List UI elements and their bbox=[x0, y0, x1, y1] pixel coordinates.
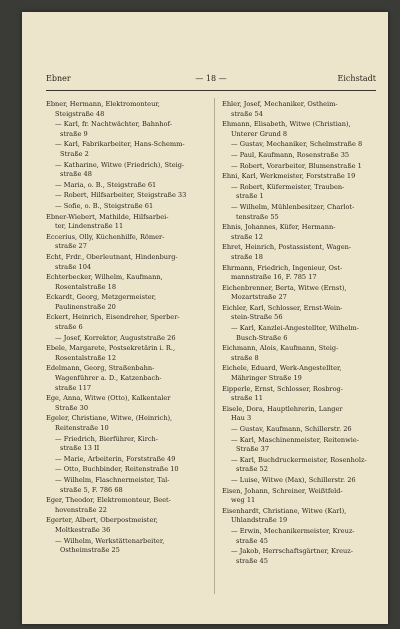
directory-entry bbox=[222, 456, 382, 475]
directory-entry bbox=[222, 162, 382, 172]
directory-entry bbox=[46, 364, 208, 393]
directory-entry bbox=[222, 243, 382, 262]
entry-continuation-line: straße 27 bbox=[55, 242, 87, 251]
entry-name-line: — Gustav, Mechaniker, Schelmstraße 8 bbox=[231, 140, 363, 149]
entry-continuation-line: Ostheimstraße 25 bbox=[60, 546, 120, 555]
entry-name-line: Eichmann, Alois, Kaufmann, Steig- bbox=[222, 344, 339, 353]
header-right-keyword: Eichstadt bbox=[337, 74, 376, 83]
entry-continuation-line: stein-Straße 56 bbox=[231, 313, 283, 322]
column-divider bbox=[214, 98, 215, 594]
directory-entry bbox=[46, 334, 208, 344]
entry-name-line: — Wilhelm, Werkstättenarbeiter, bbox=[55, 536, 165, 545]
entry-name-line: Ehmann, Elisabeth, Witwe (Christian), bbox=[222, 120, 351, 129]
entry-name-line: — Robert, Hilfsarbeiter, Steigstraße 33 bbox=[55, 191, 187, 200]
entry-continuation-line: straße 11 bbox=[231, 394, 263, 403]
header-left-keyword: Ebner bbox=[46, 74, 71, 83]
entry-name-line: — Paul, Kaufmann, Rosenstraße 35 bbox=[231, 150, 350, 159]
entry-continuation-line: Hau 3 bbox=[231, 414, 252, 423]
entry-name-line: Ehrmann, Friedrich, Ingenieur, Ost- bbox=[222, 263, 343, 272]
entry-continuation-line: Unterer Grund 8 bbox=[231, 129, 288, 138]
entry-name-line: Ehni, Karl, Werkmeister, Forststraße 19 bbox=[222, 172, 356, 181]
directory-entry bbox=[222, 203, 382, 222]
entry-name-line: — Josef, Korrektor, Auguststraße 26 bbox=[55, 333, 176, 342]
entry-continuation-line: straße 45 bbox=[236, 556, 268, 565]
entry-continuation-line: Steigstraße 48 bbox=[55, 109, 105, 118]
entry-continuation-line: Rosentalstraße 12 bbox=[55, 353, 117, 362]
directory-entry bbox=[46, 394, 208, 413]
entry-name-line: Eisen, Johann, Schreiner, Weißtfeld- bbox=[222, 486, 343, 495]
directory-entry bbox=[46, 140, 208, 159]
directory-entry bbox=[222, 385, 382, 404]
entry-name-line: Egeler, Christiane, Witwe, (Heinrich), bbox=[46, 414, 173, 423]
entry-name-line: Eisele, Dora, Hauptlehrerin, Langer bbox=[222, 404, 343, 413]
entry-name-line: Ehret, Heinrich, Postassistent, Wagen- bbox=[222, 243, 352, 252]
directory-entry bbox=[222, 304, 382, 323]
entry-continuation-line: Wagenführer a. D., Katzenbach- bbox=[55, 374, 162, 383]
directory-entry bbox=[222, 223, 382, 242]
entry-continuation-line: straße 13 II bbox=[60, 444, 100, 453]
entry-continuation-line: straße 117 bbox=[55, 383, 92, 392]
entry-continuation-line: Uhlandstraße 19 bbox=[231, 516, 288, 525]
entry-continuation-line: straße 45 bbox=[236, 536, 268, 545]
entry-continuation-line: straße 54 bbox=[231, 109, 263, 118]
entry-name-line: — Luise, Witwe (Max), Schillerstr. 26 bbox=[231, 475, 356, 484]
entry-name-line: — Sofie, o. B., Steigstraße 61 bbox=[55, 201, 154, 210]
entry-name-line: Ebele, Margarete, Postsekretärin i. R., bbox=[46, 344, 176, 353]
directory-entry bbox=[222, 284, 382, 303]
directory-entry bbox=[222, 324, 382, 343]
left-column bbox=[46, 100, 208, 557]
entry-continuation-line: ter, Lindenstraße 11 bbox=[55, 222, 124, 231]
entry-name-line: — Karl, Fabrikarbeiter, Hans-Schemm- bbox=[55, 140, 185, 149]
directory-entry bbox=[222, 364, 382, 383]
entry-continuation-line: Straße 37 bbox=[236, 445, 270, 454]
entry-continuation-line: Mozartstraße 27 bbox=[231, 293, 287, 302]
directory-entry bbox=[46, 233, 208, 252]
entry-continuation-line: Straße 2 bbox=[60, 149, 89, 158]
directory-entry bbox=[222, 183, 382, 202]
directory-entry bbox=[46, 213, 208, 232]
entry-name-line: — Gustav, Kaufmann, Schillerstr. 26 bbox=[231, 425, 352, 433]
entry-continuation-line: Moltkestraße 36 bbox=[55, 525, 111, 534]
entry-name-line: Eccerius, Olly, Küchenhilfe, Römer- bbox=[46, 232, 165, 241]
entry-name-line: Ege, Anna, Witwe (Otto), Kalkentaler bbox=[46, 394, 171, 403]
entry-continuation-line: Mähringer Straße 19 bbox=[231, 374, 302, 383]
entry-continuation-line: Paulinenstraße 20 bbox=[55, 302, 116, 311]
directory-entry bbox=[222, 172, 382, 182]
directory-entry bbox=[46, 414, 208, 433]
directory-entry bbox=[46, 293, 208, 312]
entry-name-line: Eger, Theodor, Elektromonteur, Beet- bbox=[46, 496, 171, 505]
entry-name-line: Eichele, Eduard, Werk-Angestellter, bbox=[222, 364, 342, 373]
directory-entry bbox=[46, 455, 208, 465]
entry-name-line: Ehler, Josef, Mechaniker, Ostheim- bbox=[222, 100, 338, 108]
directory-entry bbox=[222, 344, 382, 363]
entry-name-line: Edelmann, Georg, Straßenbahn- bbox=[46, 364, 155, 373]
entry-name-line: Eipperle, Ernst, Schlosser, Rosbrog- bbox=[222, 384, 343, 393]
directory-entry bbox=[222, 120, 382, 139]
entry-continuation-line: straße 12 bbox=[231, 232, 263, 241]
entry-name-line: Echterbecker, Wilhelm, Kaufmann, bbox=[46, 273, 163, 282]
entry-name-line: — Marie, Arbeiterin, Forststraße 49 bbox=[55, 454, 176, 463]
directory-entry bbox=[46, 435, 208, 454]
directory-entry bbox=[222, 547, 382, 566]
directory-entry bbox=[222, 487, 382, 506]
right-column bbox=[222, 100, 382, 567]
entry-name-line: — Jakob, Herrschaftsgärtner, Kreuz- bbox=[231, 547, 353, 556]
directory-entry bbox=[46, 476, 208, 495]
entry-continuation-line: Straße 30 bbox=[55, 403, 89, 412]
directory-entry bbox=[46, 313, 208, 332]
entry-name-line: Egerter, Albert, Oberpostmeister, bbox=[46, 516, 158, 525]
entry-name-line: — Wilhelm, Mühlenbesitzer, Charlot- bbox=[231, 202, 355, 211]
directory-entry bbox=[222, 436, 382, 455]
entry-continuation-line: straße 1 bbox=[236, 192, 264, 201]
page-header bbox=[46, 74, 376, 86]
directory-entry bbox=[46, 191, 208, 201]
directory-entry bbox=[222, 264, 382, 283]
directory-entry bbox=[222, 527, 382, 546]
directory-entry bbox=[46, 537, 208, 556]
entry-continuation-line: weg 11 bbox=[231, 496, 256, 505]
directory-entry bbox=[46, 273, 208, 292]
entry-name-line: — Friedrich, Bierführer, Kirch- bbox=[55, 434, 159, 443]
entry-continuation-line: straße 8 bbox=[231, 353, 259, 362]
directory-entry bbox=[46, 181, 208, 191]
directory-entry bbox=[222, 151, 382, 161]
entry-name-line: Echt, Frdr., Oberleutnant, Hindenburg- bbox=[46, 252, 178, 261]
directory-entry bbox=[46, 100, 208, 119]
directory-entry bbox=[46, 161, 208, 180]
directory-entry bbox=[46, 465, 208, 475]
directory-entry bbox=[222, 140, 382, 150]
entry-name-line: — Karl, fr. Nachtwächter, Bahnhof- bbox=[55, 120, 172, 129]
entry-name-line: Ebner-Wiebert, Mathilde, Hilfsarbei- bbox=[46, 212, 169, 221]
entry-continuation-line: straße 18 bbox=[231, 252, 263, 261]
entry-continuation-line: straße 52 bbox=[236, 465, 268, 474]
entry-continuation-line: straße 5, F. 786 68 bbox=[60, 485, 123, 494]
entry-continuation-line: straße 104 bbox=[55, 262, 92, 271]
entry-continuation-line: Rosentalstraße 18 bbox=[55, 282, 117, 291]
entry-name-line: — Karl, Buchdruckermeister, Rosenholz- bbox=[231, 455, 367, 464]
entry-continuation-line: straße 6 bbox=[55, 323, 83, 332]
entry-name-line: — Robert, Vorarbeiter, Blumenstraße 1 bbox=[231, 161, 362, 170]
directory-entry bbox=[222, 100, 382, 119]
entry-name-line: — Karl, Kanzlei-Angestellter, Wilhelm- bbox=[231, 324, 359, 333]
entry-continuation-line: mannstraße 16, F. 785 17 bbox=[231, 273, 317, 282]
header-rule bbox=[46, 90, 376, 91]
entry-continuation-line: hovenstraße 22 bbox=[55, 505, 107, 514]
page-number: — 18 — bbox=[195, 74, 227, 83]
directory-entry bbox=[46, 202, 208, 212]
entry-name-line: Ehnis, Johannes, Küfer, Hermann- bbox=[222, 223, 336, 232]
entry-name-line: — Erwin, Mechanikermeister, Kreuz- bbox=[231, 526, 355, 535]
entry-continuation-line: Busch-Straße 6 bbox=[236, 333, 288, 342]
entry-name-line: Ebner, Hermann, Elektromonteur, bbox=[46, 100, 160, 108]
directory-entry bbox=[222, 425, 382, 435]
directory-entry bbox=[46, 253, 208, 272]
directory-entry bbox=[46, 344, 208, 363]
entry-name-line: Eichler, Karl, Schlosser, Ernst-Wein- bbox=[222, 303, 343, 312]
directory-entry bbox=[46, 120, 208, 139]
entry-continuation-line: straße 48 bbox=[60, 170, 92, 179]
entry-name-line: — Karl, Maschinenmeister, Reitenwie- bbox=[231, 435, 359, 444]
directory-page bbox=[22, 12, 388, 624]
entry-name-line: — Katharine, Witwe (Friedrich), Steig- bbox=[55, 160, 185, 169]
entry-name-line: — Maria, o. B., Steigstraße 61 bbox=[55, 180, 157, 189]
entry-name-line: — Wilhelm, Flaschnermeister, Tal- bbox=[55, 475, 170, 484]
entry-name-line: Eisenhardt, Christiane, Witwe (Karl), bbox=[222, 506, 347, 515]
entry-name-line: Eichenbrenner, Berta, Witwe (Ernst), bbox=[222, 283, 347, 292]
entry-name-line: — Otto, Buchbinder, Reitenstraße 10 bbox=[55, 465, 179, 474]
entry-continuation-line: straße 9 bbox=[60, 129, 88, 138]
entry-continuation-line: Reitenstraße 10 bbox=[55, 424, 109, 432]
directory-entry bbox=[222, 405, 382, 424]
directory-entry bbox=[222, 507, 382, 526]
directory-entry bbox=[46, 516, 208, 535]
entry-name-line: Eckardt, Georg, Metzgermeister, bbox=[46, 293, 157, 302]
directory-entry bbox=[222, 476, 382, 486]
directory-entry bbox=[46, 496, 208, 515]
entry-name-line: — Robert, Küfermeister, Trauben- bbox=[231, 182, 345, 191]
entry-name-line: Eckert, Heinrich, Eisendreher, Sperber- bbox=[46, 313, 180, 322]
entry-continuation-line: tenstraße 55 bbox=[236, 212, 279, 221]
